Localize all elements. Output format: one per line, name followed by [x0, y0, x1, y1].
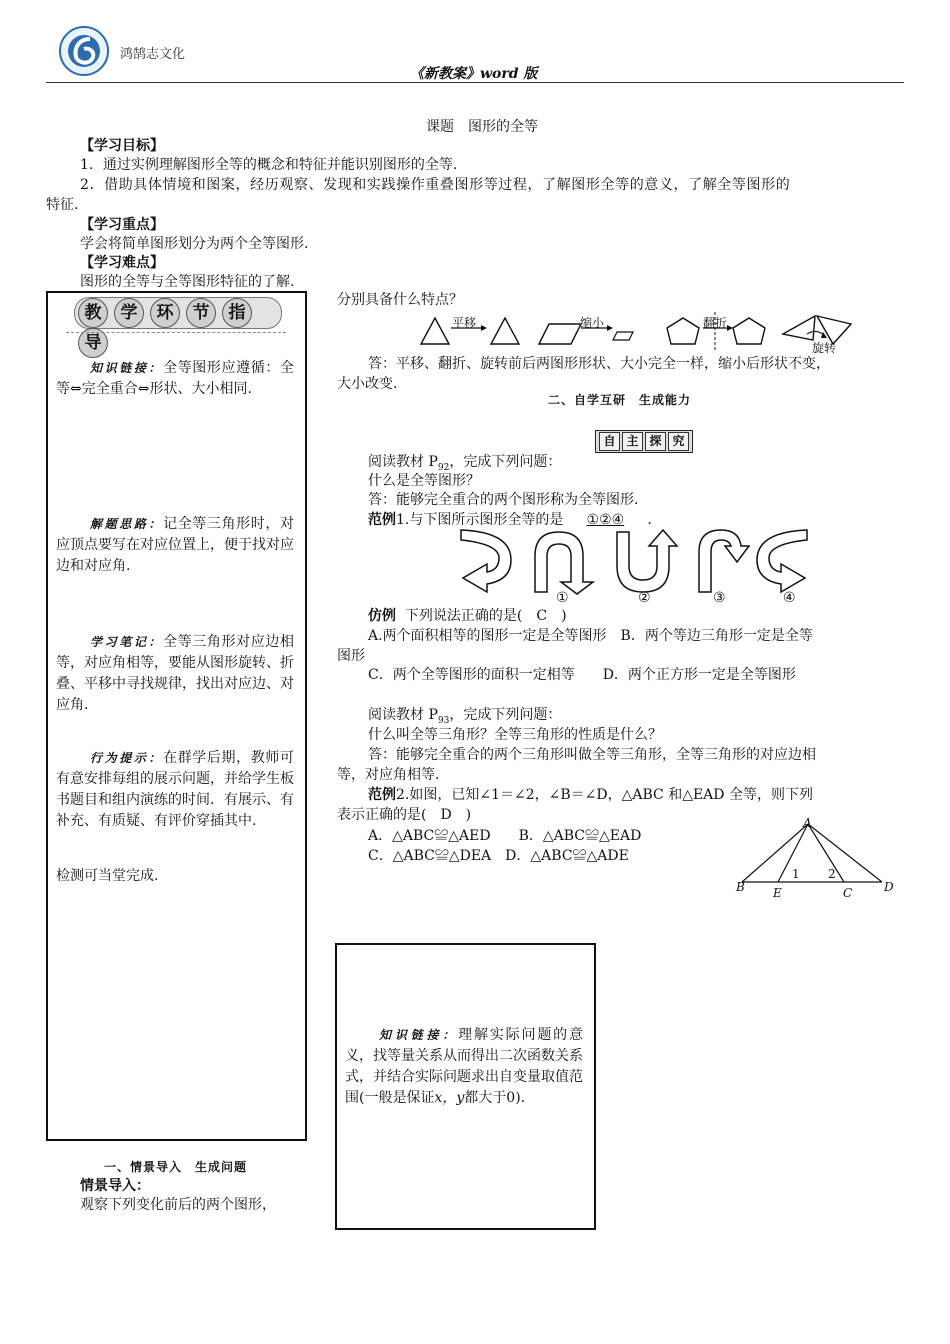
banner-char: 节	[186, 298, 216, 328]
goal-2-cont: 特征.	[46, 197, 79, 213]
note-label: 知识链接：	[90, 361, 164, 375]
figure-number: ②	[638, 590, 651, 606]
teaching-guide-banner	[74, 297, 282, 353]
option-a-b: A.两个面积相等的图形一定是全等图形 B．两个等边三角形一定是全等	[368, 628, 813, 644]
vertex-label: A	[803, 816, 812, 830]
scenario-heading: 情景导入：	[80, 1178, 150, 1194]
note-text: 全等三角形对应边相等，对应角相等，要能从图形旋转、折叠、平移中寻找规律，找出对应边、对应角.	[56, 634, 294, 713]
teaching-guide-box	[46, 291, 307, 1141]
header-divider	[46, 82, 904, 83]
logo-text: 鸿鹄志文化	[120, 47, 186, 62]
example-2	[368, 785, 813, 805]
page-number: 92	[437, 462, 450, 473]
read-text: 阅读教材 P	[368, 707, 438, 723]
banner-char: 学	[114, 298, 144, 328]
vertex-label: C	[843, 886, 853, 900]
triangle-figure	[732, 812, 902, 898]
transform-label-translate: 平移	[452, 316, 477, 330]
badge-char: 自	[599, 432, 620, 451]
example-text: 2.如图，已知∠1＝∠2，∠B＝∠D，△ABC 和△EAD 全等，则下列	[396, 787, 813, 803]
example-text: 1.与下图所示图形全等的是	[396, 512, 564, 528]
banner-char: 指	[222, 298, 252, 328]
note-vars: x，y	[434, 1090, 465, 1106]
note-tail: 都大于0).	[464, 1090, 526, 1106]
example-2-cont: 表示正确的是( D )	[337, 807, 472, 823]
figure-number: ④	[783, 590, 796, 606]
option-c-d: C．两个全等图形的面积一定相等 D．两个正方形一定是全等图形	[368, 667, 796, 683]
focus-text: 学会将简单图形划分为两个全等图形.	[80, 236, 309, 252]
example-label: 范例	[368, 512, 396, 528]
end-mark: .	[647, 512, 652, 528]
badge-char: 究	[668, 432, 689, 451]
knowledge-link-box-text	[345, 1025, 583, 1109]
answer-1: 答：能够完全重合的两个图形称为全等图形.	[368, 492, 639, 508]
vertex-label: E	[773, 886, 782, 900]
read-text: 阅读教材 P	[368, 454, 438, 470]
option-b-cont: 图形	[337, 648, 365, 664]
example-text: 下列说法正确的是( C )	[404, 608, 567, 624]
knowledge-link-note	[56, 358, 294, 400]
example-label: 范例	[368, 787, 396, 803]
note-text: 理解实际问题的意义，找等量关系从而得出二次函数关系式，并结合实际问题求出自变量取值范围(一般是保证	[345, 1027, 583, 1106]
transformations-figure	[415, 310, 855, 360]
read-tail: ，完成下列问题：	[449, 707, 562, 723]
focus-heading: 【学习重点】	[80, 217, 164, 233]
check-note: 检测可当堂完成.	[56, 868, 159, 884]
note-text: 全等图形应遵循：全等⇔完全重合⇔形状、大小相同.	[56, 360, 294, 397]
figure-number: ①	[556, 590, 569, 606]
banner-char: 教	[78, 298, 108, 328]
read-tail: ，完成下列问题：	[449, 454, 562, 470]
example-label: 仿例	[368, 608, 396, 624]
answer-2: 答：能够完全重合的两个三角形叫做全等三角形，全等三角形的对应边相	[368, 747, 816, 763]
transform-label-shrink: 缩小	[580, 316, 605, 330]
banner-char: 环	[150, 298, 180, 328]
badge-char: 探	[645, 432, 666, 451]
vertex-label: B	[736, 880, 745, 894]
example-2-options-ab: A．△ABC≌△AED B．△ABC≌△EAD	[368, 828, 642, 844]
arrow-shapes-figure	[455, 526, 820, 596]
vertex-label: D	[884, 880, 894, 894]
question-1: 什么是全等图形？	[368, 473, 480, 489]
lesson-title: 课题 图形的全等	[426, 119, 538, 135]
note-label: 解题思路：	[90, 517, 164, 531]
badge-char: 主	[622, 432, 643, 451]
banner-divider	[66, 332, 286, 333]
angle-label: 1	[792, 867, 800, 881]
self-study-badge	[595, 430, 693, 453]
page-number: 93	[437, 715, 450, 726]
example-2-options-cd: C．△ABC≌△DEA D．△ABC≌△ADE	[368, 848, 629, 864]
scenario-answer: 答：平移、翻折、旋转前后两图形形状、大小完全一样，缩小后形状不变，	[368, 356, 830, 372]
doc-title: 《新教案》word 版	[410, 66, 538, 82]
goal-2: 2．借助具体情境和图案，经历观察、发现和实践操作重叠图形等过程，了解图形全等的意义，了解全等图形的	[80, 177, 791, 193]
behavior-tip-note	[56, 748, 294, 832]
solution-idea-note	[56, 514, 294, 577]
question-2: 什么叫全等三角形？全等三角形的性质是什么？	[368, 727, 662, 743]
study-notes-note	[56, 632, 294, 716]
publisher-logo	[56, 25, 112, 77]
scenario-question-cont: 分别具备什么特点？	[337, 292, 463, 308]
scenario-answer-cont: 大小改变.	[337, 376, 398, 392]
note-text: 在群学后期，教师可有意安排每组的展示问题，并给学生板书题目和组内演练的时间．有展示、有补充、有质疑、有评价穿插其中.	[56, 750, 294, 829]
follow-up-example	[368, 606, 567, 626]
transform-label-flip: 翻折	[703, 316, 728, 330]
banner-char: 导	[78, 328, 108, 358]
difficulty-text: 图形的全等与全等图形特征的了解.	[80, 274, 295, 290]
answer-2-cont: 等，对应角相等.	[337, 767, 440, 783]
note-label: 学习笔记：	[90, 635, 164, 649]
answer-value: ①②④	[586, 512, 625, 528]
section-1-heading: 一、情景导入 生成问题	[104, 1160, 248, 1174]
figure-number: ③	[713, 590, 726, 606]
note-label: 行为提示：	[90, 751, 164, 765]
goal-heading: 【学习目标】	[80, 138, 164, 154]
scenario-text: 观察下列变化前后的两个图形，	[80, 1197, 276, 1213]
transform-label-rotate: 旋转	[812, 341, 837, 355]
note-text: 记全等三角形时，对应顶点要写在对应位置上，便于找对应边和对应角.	[56, 516, 294, 574]
difficulty-heading: 【学习难点】	[80, 255, 164, 271]
goal-1: 1．通过实例理解图形全等的概念和特征并能识别图形的全等.	[80, 157, 458, 173]
note-label: 知识链接：	[379, 1028, 459, 1042]
section-2-heading: 二、自学互研 生成能力	[548, 393, 692, 407]
angle-label: 2	[828, 867, 836, 881]
